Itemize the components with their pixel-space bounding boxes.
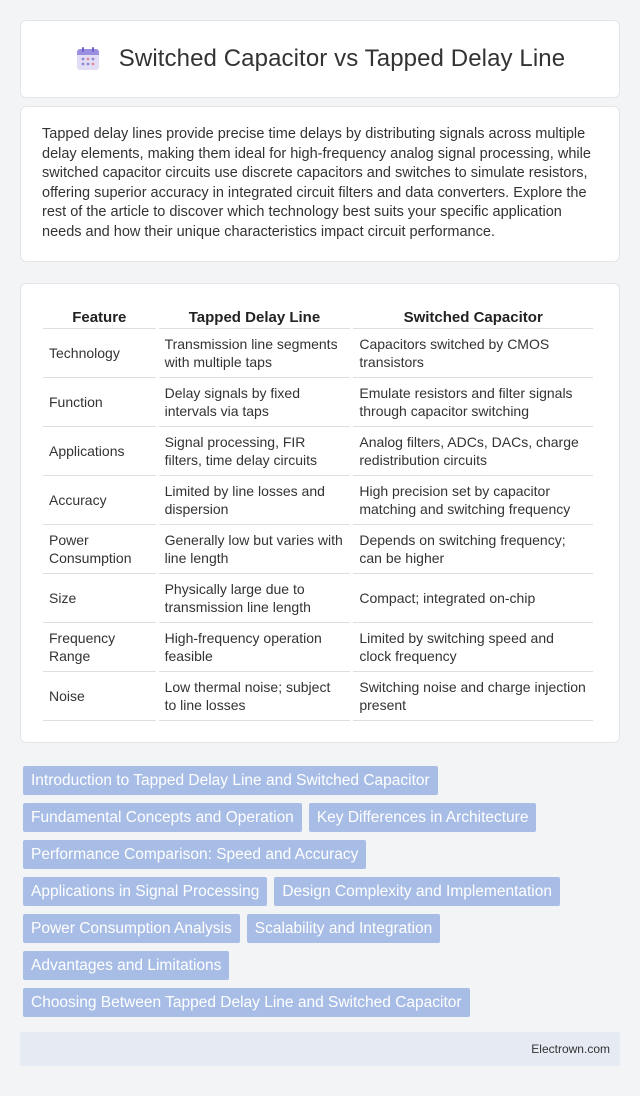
row-switched-capacitor: Limited by switching speed and clock frequency	[353, 623, 593, 672]
row-feature: Function	[43, 378, 156, 427]
table-row	[43, 329, 593, 378]
footer-brand: Electrown.com	[531, 1042, 610, 1056]
tag-key-differences[interactable]: Key Differences in Architecture	[309, 803, 537, 832]
row-feature: Frequency Range	[43, 623, 156, 672]
tag-applications[interactable]: Applications in Signal Processing	[23, 877, 267, 906]
table-row	[43, 427, 593, 476]
table-row	[43, 378, 593, 427]
footer	[20, 1032, 620, 1066]
row-feature: Noise	[43, 672, 156, 721]
row-switched-capacitor: Switching noise and charge injection present	[353, 672, 593, 721]
title-wrap	[75, 45, 565, 73]
calendar-icon	[75, 46, 101, 72]
page-title: Switched Capacitor vs Tapped Delay Line	[118, 45, 566, 72]
row-tapped-delay-line: High-frequency operation feasible	[159, 623, 351, 672]
row-switched-capacitor: Depends on switching frequency; can be higher	[353, 525, 593, 574]
row-tapped-delay-line: Delay signals by fixed intervals via taps	[159, 378, 351, 427]
row-tapped-delay-line: Low thermal noise; subject to line losses	[159, 672, 351, 721]
table-row	[43, 672, 593, 721]
comparison-table-card	[20, 283, 620, 743]
table-row	[43, 574, 593, 623]
header-feature: Feature	[43, 300, 156, 329]
row-tapped-delay-line: Physically large due to transmission line length	[159, 574, 351, 623]
row-switched-capacitor: Emulate resistors and filter signals through capacitor switching	[353, 378, 593, 427]
intro-paragraph: Tapped delay lines provide precise time delays by distributing signals across multiple delay elements, making them ideal for high-frequency analog signal processing, while switched capacitor circuits use discrete capacitors and switches to simulate resistors, offering superior accuracy in integrated circuit filters and data converters. Explore the rest of the article to discover which technology best suits your specific application needs and how their unique characteristics impact circuit performance.	[42, 126, 591, 240]
tag-scalability[interactable]: Scalability and Integration	[247, 914, 441, 943]
table-row	[43, 476, 593, 525]
row-feature: Applications	[43, 427, 156, 476]
row-tapped-delay-line: Signal processing, FIR filters, time delay circuits	[159, 427, 351, 476]
tag-fundamental-concepts[interactable]: Fundamental Concepts and Operation	[23, 803, 302, 832]
intro-card	[20, 106, 620, 262]
row-switched-capacitor: Compact; integrated on-chip	[353, 574, 593, 623]
topic-tags	[23, 766, 617, 1017]
row-feature: Technology	[43, 329, 156, 378]
tag-performance-comparison[interactable]: Performance Comparison: Speed and Accuracy	[23, 840, 366, 869]
row-switched-capacitor: Capacitors switched by CMOS transistors	[353, 329, 593, 378]
row-switched-capacitor: High precision set by capacitor matching and switching frequency	[353, 476, 593, 525]
tag-choosing-between[interactable]: Choosing Between Tapped Delay Line and Switched Capacitor	[23, 988, 470, 1017]
row-tapped-delay-line: Generally low but varies with line length	[159, 525, 351, 574]
row-feature: Size	[43, 574, 156, 623]
row-tapped-delay-line: Transmission line segments with multiple taps	[159, 329, 351, 378]
row-switched-capacitor: Analog filters, ADCs, DACs, charge redistribution circuits	[353, 427, 593, 476]
row-tapped-delay-line: Limited by line losses and dispersion	[159, 476, 351, 525]
tag-advantages-limitations[interactable]: Advantages and Limitations	[23, 951, 229, 980]
row-feature: Power Consumption	[43, 525, 156, 574]
table-row	[43, 525, 593, 574]
header-switched-capacitor: Switched Capacitor	[353, 300, 593, 329]
tag-introduction[interactable]: Introduction to Tapped Delay Line and Switched Capacitor	[23, 766, 438, 795]
table-row	[43, 623, 593, 672]
row-feature: Accuracy	[43, 476, 156, 525]
comparison-table	[40, 300, 596, 721]
header-tapped-delay-line: Tapped Delay Line	[159, 300, 351, 329]
table-header-row	[43, 300, 593, 329]
tag-power-consumption[interactable]: Power Consumption Analysis	[23, 914, 240, 943]
title-card	[20, 20, 620, 98]
tag-design-complexity[interactable]: Design Complexity and Implementation	[274, 877, 560, 906]
